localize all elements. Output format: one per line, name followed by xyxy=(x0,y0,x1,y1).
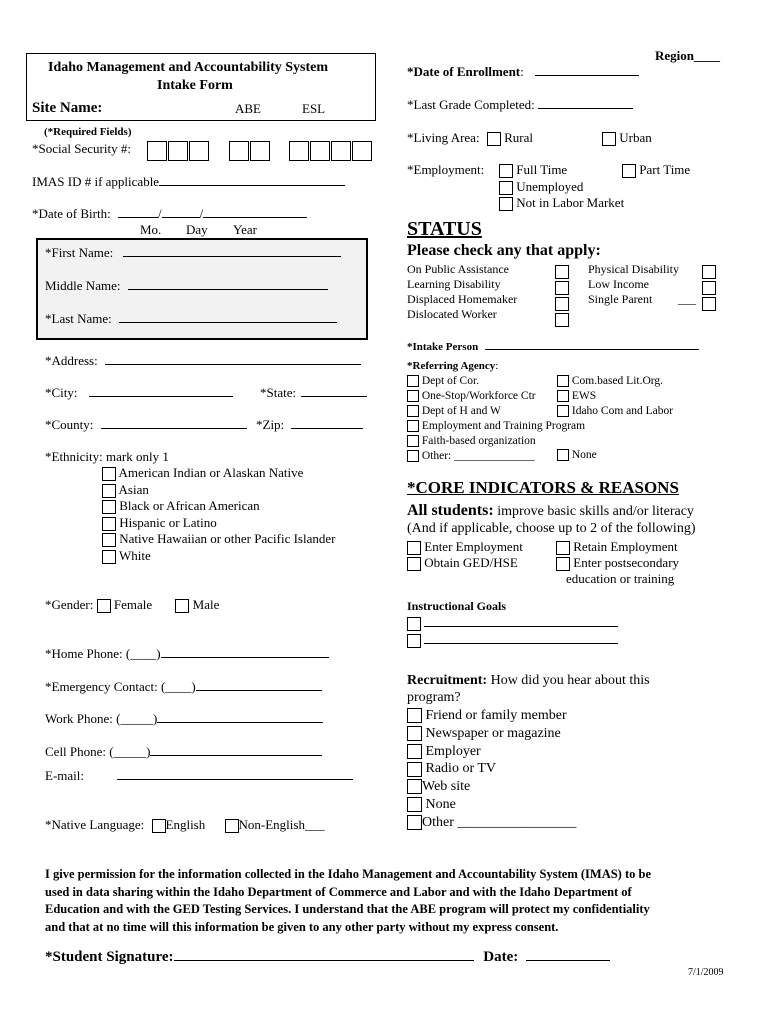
status-item: Learning Disability xyxy=(407,277,501,291)
english-label: English xyxy=(165,817,206,832)
checkbox[interactable] xyxy=(556,541,570,555)
dob-label: *Date of Birth: xyxy=(32,206,111,221)
home-phone-input[interactable] xyxy=(161,646,329,658)
goal-input[interactable] xyxy=(424,615,618,627)
ssn-digit-box[interactable] xyxy=(229,141,249,161)
ethnicity-option[interactable]: American Indian or Alaskan Native xyxy=(102,465,335,482)
required-note: (*Required Fields) xyxy=(44,126,132,138)
ssn-digit-box[interactable] xyxy=(250,141,270,161)
checkbox[interactable] xyxy=(102,517,116,531)
status-subtitle: Please check any that apply: xyxy=(407,242,601,259)
ssn-digit-box[interactable] xyxy=(331,141,351,161)
agency-option[interactable]: Dept of Cor. xyxy=(407,374,585,389)
ssn-digit-box[interactable] xyxy=(168,141,188,161)
ssn-digit-box[interactable] xyxy=(289,141,309,161)
checkbox[interactable] xyxy=(407,450,419,462)
checkbox[interactable] xyxy=(407,744,422,759)
zip-row xyxy=(256,417,363,433)
date-input[interactable] xyxy=(526,947,610,961)
checkbox[interactable] xyxy=(407,708,422,723)
status-item: Dislocated Worker xyxy=(407,307,497,321)
form-version-date: 7/1/2009 xyxy=(688,967,724,978)
ethnicity-option[interactable]: Native Hawaiian or other Pacific Islander xyxy=(102,531,335,548)
first-name-input[interactable] xyxy=(123,245,341,257)
checkbox[interactable] xyxy=(407,617,421,631)
checkbox[interactable] xyxy=(102,467,116,481)
ssn-boxes xyxy=(147,141,373,161)
checkbox[interactable] xyxy=(499,164,513,178)
zip-input[interactable] xyxy=(291,417,363,429)
dob-day-caption: Day xyxy=(186,222,208,237)
education-training-caption: education or training xyxy=(566,571,675,586)
checkbox[interactable] xyxy=(702,265,716,279)
status-item: On Public Assistance xyxy=(407,262,509,276)
last-name-input[interactable] xyxy=(119,311,337,323)
checkbox[interactable] xyxy=(102,550,116,564)
status-right-boxes xyxy=(702,263,716,311)
zip-label: *Zip: xyxy=(256,417,285,432)
home-phone-label: *Home Phone: (____) xyxy=(45,646,161,661)
checkbox[interactable] xyxy=(407,405,419,417)
living-area-label: *Living Area: xyxy=(407,130,480,145)
male-label: Male xyxy=(192,597,220,612)
work-phone-input[interactable] xyxy=(157,711,323,723)
checkbox[interactable] xyxy=(555,313,569,327)
checkbox[interactable] xyxy=(555,297,569,311)
county-label: *County: xyxy=(45,417,94,432)
intake-person-row xyxy=(407,338,699,353)
status-right-list xyxy=(588,262,679,307)
city-label: *City: xyxy=(45,385,78,400)
female-label: Female xyxy=(113,597,153,612)
checkbox[interactable] xyxy=(407,557,421,571)
dob-year-caption: Year xyxy=(233,222,257,237)
checkbox[interactable] xyxy=(407,435,419,447)
site-name-label: Site Name: xyxy=(32,100,103,116)
recruitment-option[interactable]: Employer xyxy=(407,743,576,761)
address-row xyxy=(45,353,361,369)
recruitment-question-line2: program? xyxy=(407,690,461,705)
last-name-label: *Last Name: xyxy=(45,311,112,326)
agency-option[interactable]: One-Stop/Workforce Ctr xyxy=(407,389,585,404)
ethnicity-label: *Ethnicity: mark only 1 xyxy=(45,449,169,464)
county-row xyxy=(45,417,247,433)
ethnicity-option[interactable]: Black or African American xyxy=(102,498,335,515)
living-area-row xyxy=(407,130,533,146)
email-input[interactable] xyxy=(117,768,353,780)
native-language-label: *Native Language: xyxy=(45,817,145,832)
rural-label: Rural xyxy=(504,130,533,145)
urban-checkbox[interactable] xyxy=(602,132,616,146)
recruitment-option[interactable]: Friend or family member xyxy=(407,707,576,725)
imas-label: IMAS ID # if applicable xyxy=(32,174,160,189)
urban-option xyxy=(602,130,652,146)
recruitment-question: Recruitment: How did you hear about this xyxy=(407,673,650,688)
first-name-label: *First Name: xyxy=(45,245,114,260)
single-parent-blank[interactable]: ___ xyxy=(678,292,696,306)
checkbox[interactable] xyxy=(102,484,116,498)
enrollment-label: *Date of Enrollment xyxy=(407,64,521,79)
employment-options xyxy=(499,162,624,212)
ssn-digit-box[interactable] xyxy=(352,141,372,161)
checkbox[interactable] xyxy=(557,405,569,417)
status-item: Low Income xyxy=(588,277,649,291)
checkbox[interactable] xyxy=(407,815,422,830)
agency-option[interactable]: Employment and Training Program xyxy=(407,419,585,434)
home-phone-row xyxy=(45,646,329,662)
ssn-digit-box[interactable] xyxy=(310,141,330,161)
employment-label: *Employment: xyxy=(407,162,485,177)
intake-person-input[interactable] xyxy=(485,338,699,350)
recruitment-option[interactable]: Radio or TV xyxy=(407,760,576,778)
enrollment-input[interactable] xyxy=(535,64,639,76)
part-time-option[interactable]: Part Time xyxy=(622,162,690,178)
checkbox[interactable] xyxy=(557,449,569,461)
instructional-goals-label: Instructional Goals xyxy=(407,599,507,613)
emergency-label: *Emergency Contact: (____) xyxy=(45,679,196,694)
retain-employment-option[interactable]: Retain Employment xyxy=(556,539,678,555)
status-item: Physical Disability xyxy=(588,262,679,276)
rural-checkbox[interactable] xyxy=(487,132,501,146)
male-checkbox[interactable] xyxy=(175,599,189,613)
agency-right-list xyxy=(557,374,673,419)
last-grade-label: *Last Grade Completed: xyxy=(407,97,535,112)
checkbox[interactable] xyxy=(557,375,569,387)
non-english-label: Non-English___ xyxy=(238,817,325,832)
agency-option[interactable]: Com.based Lit.Org. xyxy=(557,374,673,389)
obtain-ged-option[interactable]: Obtain GED/HSE xyxy=(407,555,518,571)
state-row xyxy=(260,385,367,401)
ethnicity-option[interactable]: Hispanic or Latino xyxy=(102,515,335,532)
ssn-digit-box[interactable] xyxy=(147,141,167,161)
status-item: Displaced Homemaker xyxy=(407,292,518,306)
middle-name-row xyxy=(45,278,328,294)
ethnicity-option[interactable]: White xyxy=(102,548,335,565)
status-item: Single Parent xyxy=(588,292,653,306)
english-checkbox[interactable] xyxy=(152,819,166,833)
dob-month-input[interactable] xyxy=(118,206,158,218)
recruitment-option[interactable]: Newspaper or magazine xyxy=(407,725,576,743)
enrollment-colon: : xyxy=(520,64,524,79)
recruitment-options xyxy=(407,707,576,832)
checkbox[interactable] xyxy=(407,390,419,402)
instructional-goals-list xyxy=(407,614,618,648)
all-students-line: All students: improve basic skills and/or literacy xyxy=(407,502,694,519)
cell-phone-row xyxy=(45,744,322,760)
abe-label[interactable]: ABE xyxy=(235,101,261,116)
employment-option[interactable]: Full Time xyxy=(499,162,624,179)
recruitment-option[interactable]: Other _________________ xyxy=(407,814,576,832)
enter-postsecondary-option[interactable]: Enter postsecondary xyxy=(556,555,679,571)
city-row xyxy=(45,385,233,401)
form-title: Idaho Management and Accountability System xyxy=(48,60,329,75)
consent-paragraph: I give permission for the information collected in the Idaho Management and Accountability System (IMAS) to be used in data sharing within the Idaho Department of Commerce and Labor and with the Idaho Department of Education and with the GED Testing Services. I understand that the ABE program will protect my confidentiality and that at no time will this information be given to any other party without my express consent. xyxy=(45,867,651,934)
dob-year-input[interactable] xyxy=(203,206,307,218)
esl-label[interactable]: ESL xyxy=(302,101,326,116)
checkbox[interactable] xyxy=(407,541,421,555)
dob-day-input[interactable] xyxy=(162,206,200,218)
last-name-row xyxy=(45,311,337,327)
checkbox[interactable] xyxy=(499,181,513,195)
checkbox[interactable] xyxy=(407,779,422,794)
dob-row: *Date of Birth: / / xyxy=(32,206,307,222)
checkbox[interactable] xyxy=(622,164,636,178)
checkbox[interactable] xyxy=(407,420,419,432)
checkbox[interactable] xyxy=(702,297,716,311)
agency-option[interactable]: Other: ______________ xyxy=(407,449,585,464)
checkbox[interactable] xyxy=(555,281,569,295)
agency-option[interactable]: Dept of H and W xyxy=(407,404,585,419)
work-phone-label: Work Phone: (_____) xyxy=(45,711,158,726)
goal-input[interactable] xyxy=(424,632,618,644)
status-left-list xyxy=(407,262,517,322)
checkbox[interactable] xyxy=(407,762,422,777)
email-label: E-mail: xyxy=(45,768,84,783)
if-applicable-note: (And if applicable, choose up to 2 of the following) xyxy=(407,521,696,536)
checkbox[interactable] xyxy=(556,557,570,571)
last-grade-input[interactable] xyxy=(538,97,633,109)
work-phone-row xyxy=(45,711,323,727)
checkbox[interactable] xyxy=(702,281,716,295)
checkbox[interactable] xyxy=(557,390,569,402)
dob-month-caption: Mo. xyxy=(140,222,162,237)
state-input[interactable] xyxy=(301,385,367,397)
cell-phone-input[interactable] xyxy=(150,744,322,756)
gender-label: *Gender: xyxy=(45,597,94,612)
recruitment-option[interactable]: Web site xyxy=(407,778,576,796)
employment-option[interactable]: Unemployed xyxy=(499,179,624,196)
date-label: Date: xyxy=(483,949,519,965)
status-left-boxes xyxy=(555,263,569,327)
enter-employment-option[interactable]: Enter Employment xyxy=(407,539,523,555)
checkbox[interactable] xyxy=(407,797,422,812)
imas-input[interactable] xyxy=(159,174,345,186)
county-input[interactable] xyxy=(101,417,247,429)
email-row xyxy=(45,768,353,784)
recruitment-option[interactable]: None xyxy=(407,796,576,814)
signature-row xyxy=(45,947,610,966)
signature-input[interactable] xyxy=(174,947,474,961)
gender-row xyxy=(45,597,219,613)
ethnicity-list xyxy=(102,465,335,564)
ssn-label: *Social Security #: xyxy=(32,141,131,156)
imas-id xyxy=(32,174,345,190)
address-label: *Address: xyxy=(45,353,98,368)
urban-label: Urban xyxy=(619,130,652,145)
checkbox[interactable] xyxy=(555,265,569,279)
intake-person-label: *Intake Person xyxy=(407,341,479,353)
core-indicators-title: *CORE INDICATORS & REASONS xyxy=(407,478,679,497)
cell-phone-label: Cell Phone: (_____) xyxy=(45,744,151,759)
address-input[interactable] xyxy=(105,353,361,365)
status-title: STATUS xyxy=(407,218,482,240)
agency-option[interactable]: Idaho Com and Labor xyxy=(557,404,673,419)
form-subtitle: Intake Form xyxy=(157,78,233,93)
last-grade xyxy=(407,97,633,113)
agency-option[interactable]: EWS xyxy=(557,389,673,404)
checkbox[interactable] xyxy=(102,533,116,547)
date-of-enrollment xyxy=(407,64,639,80)
checkbox[interactable] xyxy=(407,375,419,387)
ethnicity-option[interactable]: Asian xyxy=(102,482,335,499)
employment-option[interactable]: Not in Labor Market xyxy=(499,195,624,212)
state-label: *State: xyxy=(260,385,297,400)
ssn-digit-box[interactable] xyxy=(189,141,209,161)
first-name-row xyxy=(45,245,341,261)
agency-option[interactable]: Faith-based organization xyxy=(407,434,585,449)
checkbox[interactable] xyxy=(407,634,421,648)
agency-option[interactable]: None xyxy=(557,449,597,461)
region-field[interactable]: Region____ xyxy=(655,48,720,63)
emergency-input[interactable] xyxy=(196,679,322,691)
checkbox[interactable] xyxy=(407,726,422,741)
emergency-row xyxy=(45,679,322,695)
middle-name-input[interactable] xyxy=(128,278,328,290)
signature-label: *Student Signature: xyxy=(45,949,174,965)
middle-name-label: Middle Name: xyxy=(45,278,121,293)
non-english-checkbox[interactable] xyxy=(225,819,239,833)
checkbox[interactable] xyxy=(102,500,116,514)
native-language-row xyxy=(45,817,324,833)
checkbox[interactable] xyxy=(499,197,513,211)
referring-agency-label: *Referring Agency: xyxy=(407,360,499,372)
female-checkbox[interactable] xyxy=(97,599,111,613)
city-input[interactable] xyxy=(89,385,233,397)
